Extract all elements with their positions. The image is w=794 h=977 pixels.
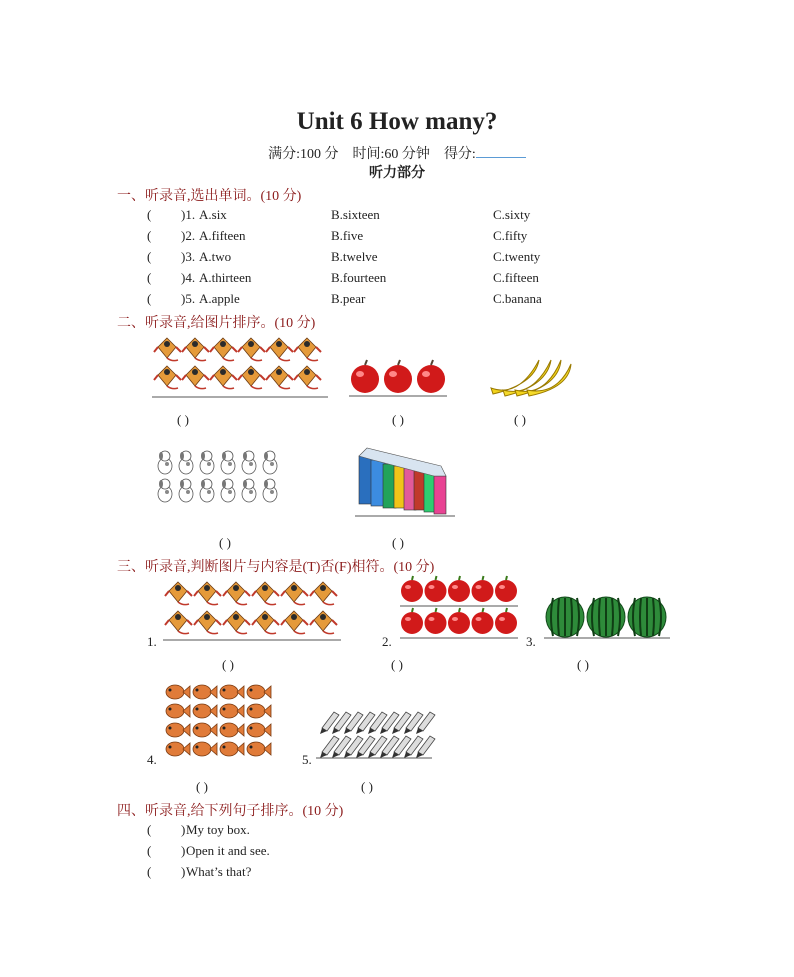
dog-rows [158, 451, 277, 502]
kite-icon [165, 582, 192, 605]
kite-row [154, 338, 321, 389]
part-label: 听力部分 [369, 166, 425, 181]
banana-icon [491, 360, 539, 394]
score-blank[interactable] [476, 145, 526, 158]
item-number: 1. [147, 634, 157, 649]
apple-icon [351, 360, 379, 393]
page-title: Unit 6 How many? [296, 108, 498, 135]
dog-icon [221, 479, 235, 502]
kite-icon [223, 582, 250, 605]
dog-icon [221, 451, 235, 474]
section-3-heading [117, 556, 434, 576]
kite-icon [310, 611, 337, 634]
apple-icon [472, 576, 494, 602]
answer-blank[interactable]: ( ) [177, 412, 189, 427]
section-3-title: 三、听录音,判断图片与内容是(T)否(F)相符。 [117, 560, 394, 575]
apple-icon [448, 608, 470, 634]
apple-icon [401, 608, 423, 634]
bananas-picture [489, 354, 577, 400]
item-number: 2. [382, 634, 392, 649]
kite-icon [252, 582, 279, 605]
option-c: C.fifty [493, 228, 528, 243]
item-number: )3. [181, 249, 196, 264]
apple-grid [401, 576, 517, 634]
kite-icon [266, 338, 293, 361]
dog-icon [263, 451, 277, 474]
apple-icon [495, 608, 517, 634]
apples-picture [349, 358, 449, 400]
answer-blank[interactable]: ( [147, 270, 152, 285]
answer-blank[interactable]: ( [147, 228, 152, 243]
apple-icon [425, 608, 447, 634]
kite-icon [266, 366, 293, 389]
option-c: C.banana [493, 291, 542, 306]
answer-blank[interactable]: ( ) [577, 657, 589, 672]
dog-icon [200, 451, 214, 474]
option-a: A.apple [199, 291, 240, 306]
section-1-heading [117, 185, 301, 205]
meta-line [0, 143, 794, 163]
item-number: 4. [147, 752, 157, 767]
option-b: B.twelve [331, 249, 378, 264]
time-limit: 时间:60 分钟 [352, 147, 430, 162]
watermelon-icon [628, 597, 666, 637]
fish-icon [166, 723, 190, 737]
fish-icon [166, 742, 190, 756]
section-2-title: 二、听录音,给图片排序。 [117, 316, 275, 331]
item-number: 5. [302, 752, 312, 767]
answer-blank[interactable]: ( ) [196, 779, 208, 794]
kite-icon [294, 366, 321, 389]
watermelons-picture [544, 594, 672, 640]
answer-blank[interactable]: ( [147, 207, 152, 222]
option-b: B.fourteen [331, 270, 387, 285]
kite-icon [223, 611, 250, 634]
answer-blank[interactable]: ( ) [222, 657, 234, 672]
section-2-points: (10 分) [274, 316, 316, 331]
apple-icon [384, 360, 412, 393]
section-3-points: (10 分) [393, 560, 435, 575]
fish-picture [163, 682, 275, 760]
kite-icon [194, 582, 221, 605]
answer-blank[interactable]: ( [147, 843, 152, 858]
kite-icon [210, 366, 237, 389]
sentence: Open it and see. [186, 843, 270, 858]
watermelon-icon [587, 597, 625, 637]
answer-blank[interactable]: ( ) [514, 412, 526, 427]
fish-icon [220, 685, 244, 699]
option-c: C.fifteen [493, 270, 539, 285]
fish-icon [220, 742, 244, 756]
dog-icon [263, 479, 277, 502]
dog-icon [179, 451, 193, 474]
apple-icon [448, 576, 470, 602]
kite-row [165, 582, 337, 634]
dog-icon [158, 479, 172, 502]
fish-icon [220, 723, 244, 737]
dogs-picture [154, 448, 282, 508]
kite-icon [252, 611, 279, 634]
kite-icon [154, 366, 181, 389]
kite-icon [238, 338, 265, 361]
answer-blank[interactable]: ( [147, 249, 152, 264]
fish-icon [193, 704, 217, 718]
item-number: )4. [181, 270, 196, 285]
option-a: A.six [199, 207, 227, 222]
watermelon-icon [546, 597, 584, 637]
section-4-points: (10 分) [302, 804, 344, 819]
kite-icon [238, 366, 265, 389]
option-a: A.fifteen [199, 228, 246, 243]
dog-icon [242, 479, 256, 502]
answer-blank[interactable]: ( ) [219, 535, 231, 550]
fish-icon [247, 685, 271, 699]
dog-icon [179, 479, 193, 502]
answer-blank[interactable]: ( ) [392, 535, 404, 550]
fish-icon [193, 723, 217, 737]
answer-blank[interactable]: ( [147, 291, 152, 306]
books-picture [355, 446, 455, 518]
answer-blank[interactable]: ( [147, 822, 152, 837]
item-number: )2. [181, 228, 196, 243]
apple-icon [417, 360, 445, 393]
apple-icon [495, 576, 517, 602]
score-label: 得分: [443, 147, 476, 162]
section-2-heading [117, 312, 315, 332]
answer-blank[interactable]: ( [147, 864, 152, 879]
kite-icon [281, 611, 308, 634]
answer-blank[interactable]: ( ) [391, 657, 403, 672]
fish-icon [193, 742, 217, 756]
sentence: My toy box. [186, 822, 250, 837]
item-number: 3. [526, 634, 536, 649]
item-number: )5. [181, 291, 196, 306]
apple-icon [472, 608, 494, 634]
fish-grid [166, 685, 271, 756]
pencils-picture [316, 706, 434, 760]
kite-icon [194, 611, 221, 634]
kite-icon [310, 582, 337, 605]
dog-icon [200, 479, 214, 502]
option-a: A.thirteen [199, 270, 252, 285]
kite-icon [182, 338, 209, 361]
fish-icon [220, 704, 244, 718]
fish-icon [247, 723, 271, 737]
fish-icon [193, 685, 217, 699]
item-number: )1. [181, 207, 196, 222]
option-a: A.two [199, 249, 232, 264]
section-4-heading [117, 800, 343, 820]
fish-icon [247, 742, 271, 756]
answer-blank[interactable]: ( ) [392, 412, 404, 427]
section-1-title: 一、听录音,选出单词。 [117, 189, 261, 204]
answer-blank[interactable]: ( ) [361, 779, 373, 794]
watermelon-row [546, 597, 666, 637]
book-icon [434, 476, 446, 514]
kite-icon [210, 338, 237, 361]
fish-icon [166, 704, 190, 718]
section-4-title: 四、听录音,给下列句子排序。 [117, 804, 303, 819]
section-1-points: (10 分) [260, 189, 302, 204]
kite-icon [165, 611, 192, 634]
apple-icon [401, 576, 423, 602]
option-b: B.five [331, 228, 364, 243]
kite-icon [182, 366, 209, 389]
fish-icon [247, 704, 271, 718]
pencil-grid [320, 712, 435, 758]
apples-picture [400, 578, 520, 640]
kite-icon [281, 582, 308, 605]
option-c: C.twenty [493, 249, 541, 264]
kites-picture [152, 336, 330, 400]
kite-icon [154, 338, 181, 361]
dog-icon [242, 451, 256, 474]
option-c: C.sixty [493, 207, 531, 222]
option-b: B.sixteen [331, 207, 380, 222]
sentence: What’s that? [186, 864, 252, 879]
kites-picture [163, 580, 343, 642]
full-score: 满分:100 分 [268, 147, 339, 162]
apple-icon [425, 576, 447, 602]
dog-icon [158, 451, 172, 474]
fish-icon [166, 685, 190, 699]
option-b: B.pear [331, 291, 366, 306]
kite-icon [294, 338, 321, 361]
